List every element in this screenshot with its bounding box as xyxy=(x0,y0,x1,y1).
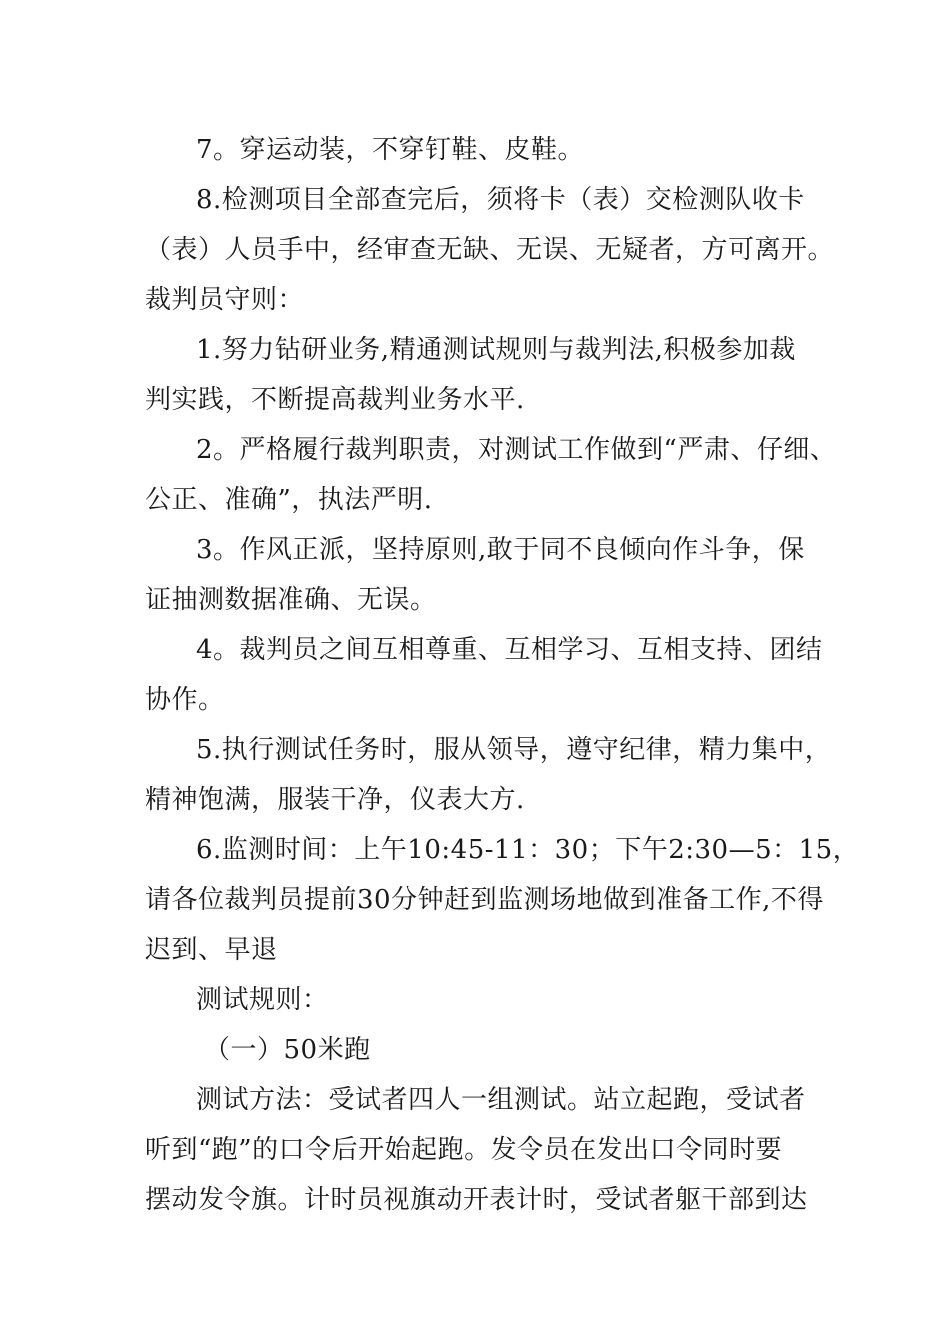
text-line: 3。作风正派，坚持原则,敢于同不良倾向作斗争，保 xyxy=(196,535,805,565)
text-line: 7。穿运动装，不穿钉鞋、皮鞋。 xyxy=(196,135,585,165)
text-line: 判实践，不断提高裁判业务水平. xyxy=(145,385,525,415)
text-line: 4。裁判员之间互相尊重、互相学习、互相支持、团结 xyxy=(196,635,823,665)
text-line: 精神饱满，服装干净，仪表大方. xyxy=(145,785,525,815)
text-line: 测试方法：受试者四人一组测试。站立起跑，受试者 xyxy=(196,1085,806,1115)
text-line: 8.检测项目全部查完后，须将卡（表）交检测队收卡 xyxy=(196,185,805,215)
text-line: 协作。 xyxy=(145,685,225,715)
text-line: 迟到、早退 xyxy=(145,935,278,965)
subsection-heading: （一）50米跑 xyxy=(204,1035,371,1065)
text-line: 2。严格履行裁判职责，对测试工作做到“严肃、仔细、 xyxy=(196,435,837,465)
text-line: 请各位裁判员提前30分钟赶到监测场地做到准备工作,不得 xyxy=(145,885,824,915)
text-line: 公正、准确”，执法严明. xyxy=(145,485,433,515)
text-line: （表）人员手中，经审查无缺、无误、无疑者，方可离开。 xyxy=(145,235,835,265)
text-line: 证抽测数据准确、无误。 xyxy=(145,585,437,615)
section-heading: 裁判员守则： xyxy=(145,285,305,315)
text-line: 摆动发令旗。计时员视旗动开表计时，受试者躯干部到达 xyxy=(145,1185,808,1215)
text-line: 听到“跑”的口令后开始起跑。发令员在发出口令同时要 xyxy=(145,1135,783,1165)
text-line: 6.监测时间：上午10:45-11：30；下午2:30—5：15， xyxy=(196,835,860,865)
section-heading: 测试规则： xyxy=(196,985,329,1015)
text-line: 5.执行测试任务时，服从领导，遵守纪律，精力集中， xyxy=(196,735,832,765)
text-line: 1.努力钻研业务,精通测试规则与裁判法,积极参加裁 xyxy=(196,335,796,365)
